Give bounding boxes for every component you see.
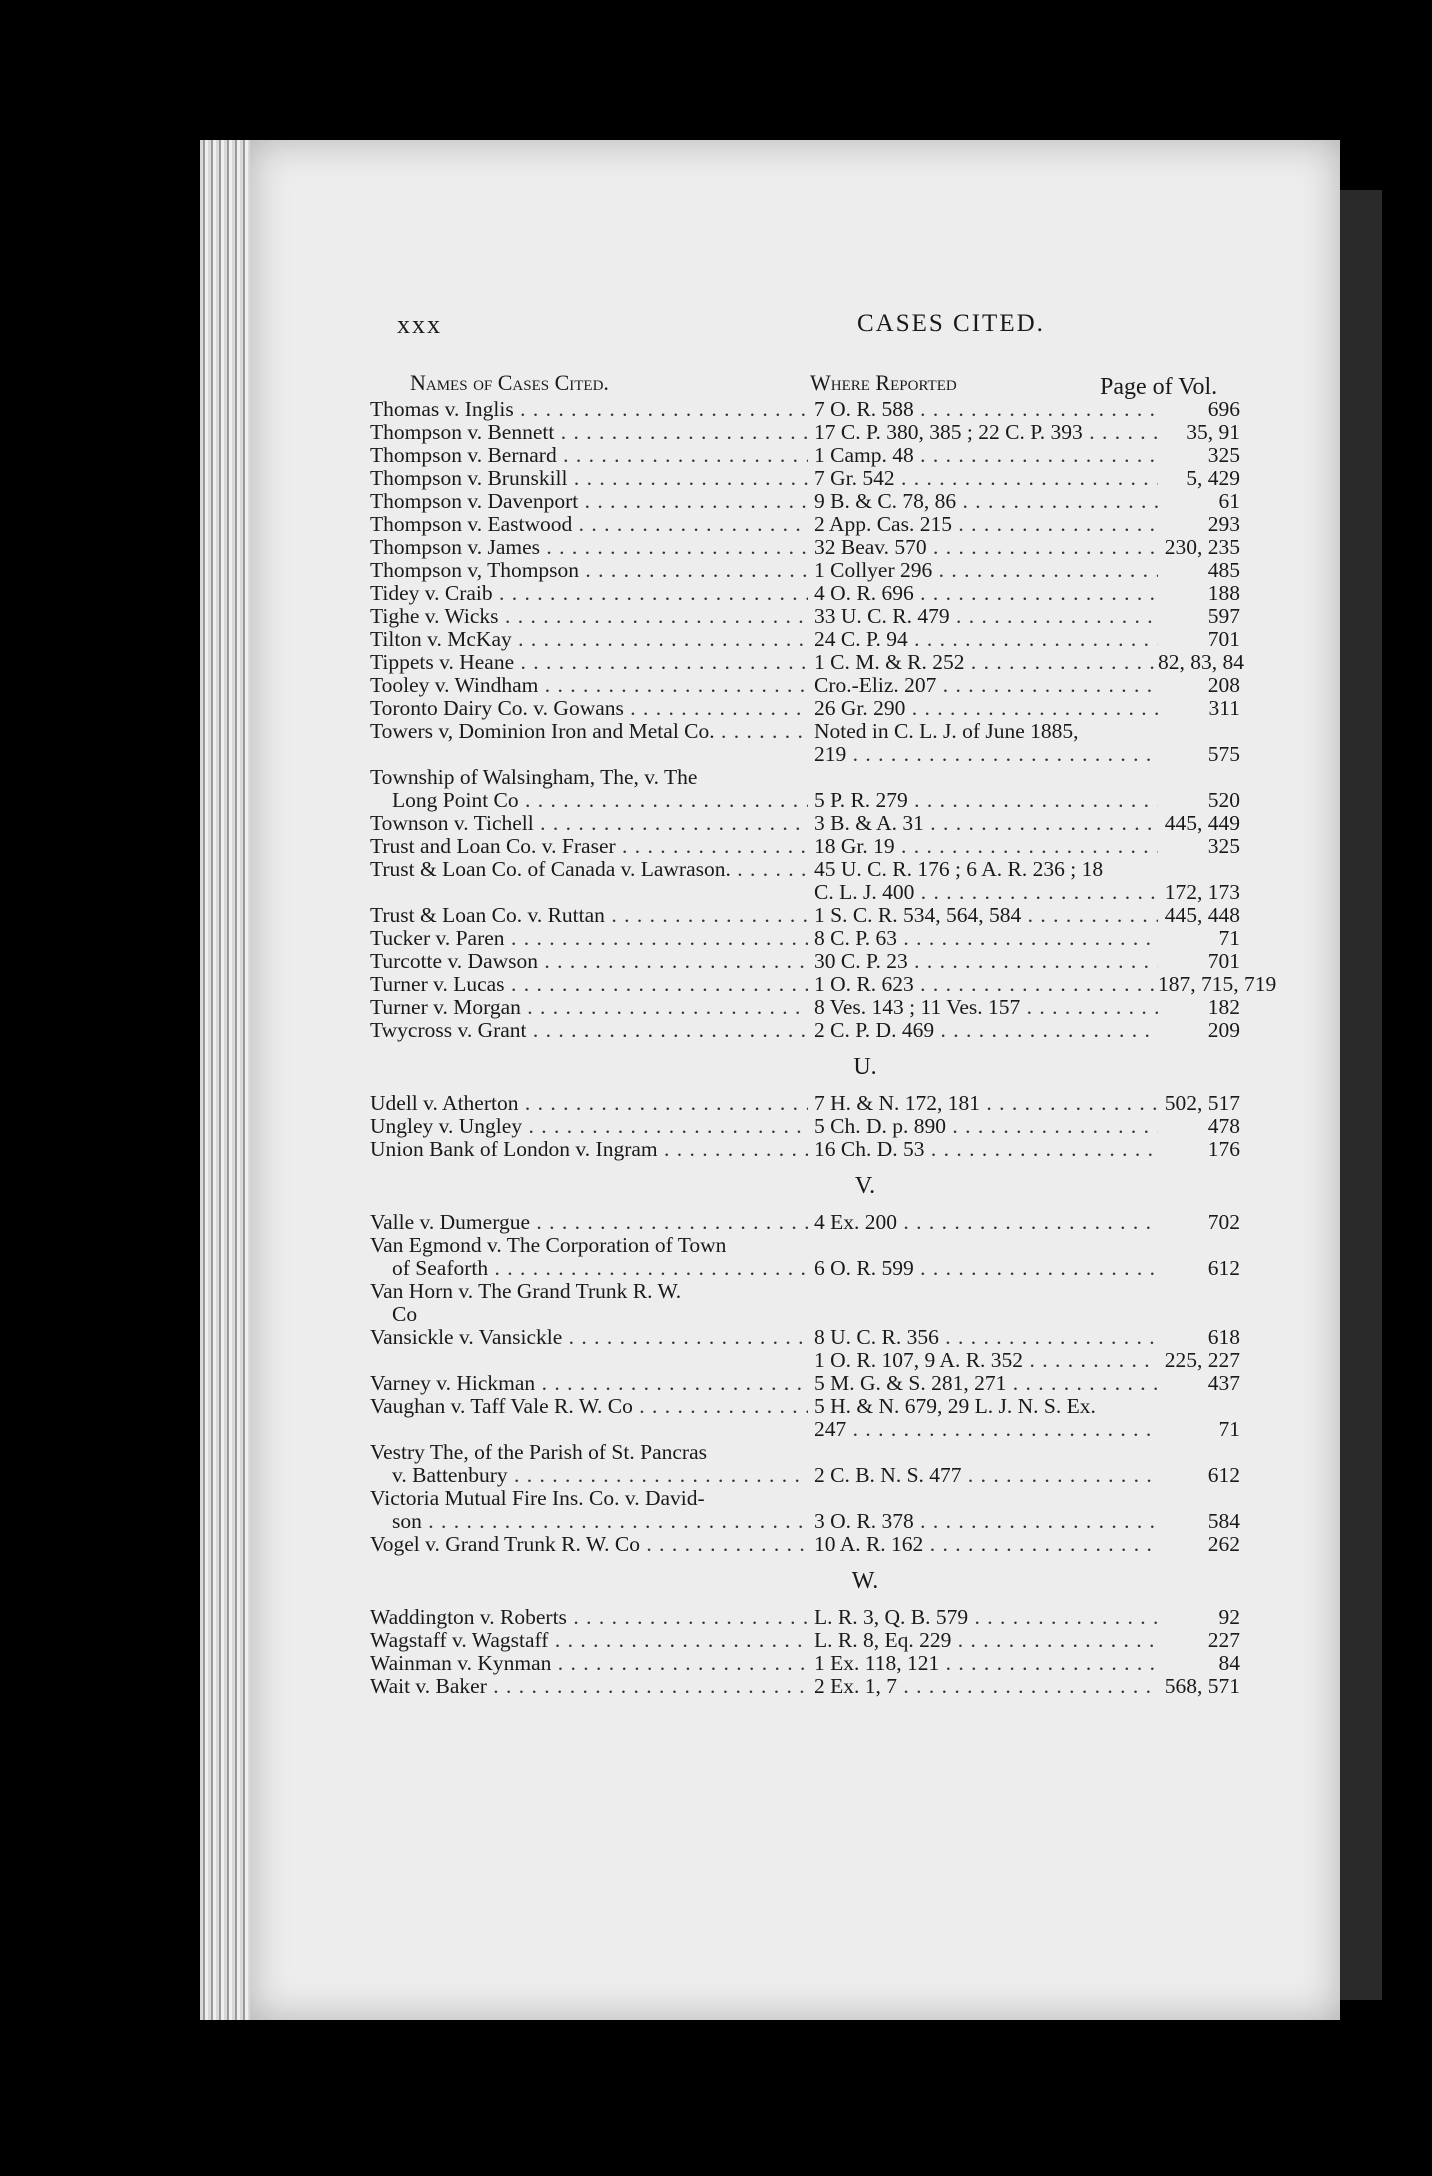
- case-reference: 2 App. Cas. 215 . . .: [808, 513, 1158, 536]
- case-name: Van Horn v. The Grand Trunk R. W.: [370, 1280, 682, 1303]
- case-page: 61: [1218, 489, 1240, 513]
- case-page: 35, 91: [1186, 420, 1240, 444]
- case-page: 437: [1207, 1371, 1240, 1395]
- case-reference: C. L. J. 400 . . .: [808, 881, 1158, 904]
- case-page: 325: [1207, 834, 1240, 858]
- case-row: [370, 1629, 1240, 1652]
- case-reference: 6 O. R. 599 . . .: [808, 1257, 1158, 1280]
- case-reference: 16 Ch. D. 53 . . .: [808, 1138, 1158, 1161]
- page-folio: xxx: [397, 310, 442, 339]
- case-row: [370, 1606, 1240, 1629]
- case-row: [370, 1675, 1240, 1698]
- case-name: Turcotte v. Dawson . . .: [370, 950, 808, 973]
- case-reference: 1 C. M. & R. 252 . . .: [808, 651, 1158, 674]
- case-reference: 9 B. & C. 78, 86 . . .: [808, 490, 1158, 513]
- case-reference: 2 C. B. N. S. 477 . . .: [808, 1464, 1158, 1487]
- case-row: [370, 1441, 1240, 1464]
- case-row: [370, 812, 1240, 835]
- case-row: [370, 720, 1240, 743]
- case-reference: 17 C. P. 380, 385 ; 22 C. P. 393 . . .: [808, 421, 1158, 444]
- case-reference: 1 Ex. 118, 121 . . .: [808, 1652, 1158, 1675]
- case-page: 325: [1207, 443, 1240, 467]
- case-row: [370, 1533, 1240, 1556]
- case-reference: 1 Collyer 296 . . .: [808, 559, 1158, 582]
- case-page: 209: [1207, 1018, 1240, 1042]
- case-name: Twycross v. Grant . . .: [370, 1019, 808, 1042]
- column-heading-names: Names of Cases Cited.: [410, 370, 609, 395]
- case-row: [370, 536, 1240, 559]
- case-page: 478: [1207, 1114, 1240, 1138]
- case-name: Waddington v. Roberts . . .: [370, 1606, 808, 1629]
- case-reference: 33 U. C. R. 479 . . .: [808, 605, 1158, 628]
- case-name: son . . .: [370, 1510, 808, 1533]
- case-row: [370, 1303, 1240, 1326]
- case-row: [370, 1395, 1240, 1418]
- section-letter: U.: [853, 1054, 877, 1080]
- case-name: Udell v. Atherton . . .: [370, 1092, 808, 1115]
- case-page: 520: [1207, 788, 1240, 812]
- case-page: 187, 715, 719: [1158, 972, 1277, 996]
- case-row: [370, 1211, 1240, 1234]
- section-letter: W.: [851, 1568, 879, 1594]
- case-row: [370, 1510, 1240, 1533]
- case-row: [370, 835, 1240, 858]
- case-page: 293: [1207, 512, 1240, 536]
- case-name: of Seaforth . . .: [370, 1257, 808, 1280]
- case-page: 445, 448: [1164, 903, 1240, 927]
- case-page: 84: [1218, 1651, 1240, 1675]
- case-name: Township of Walsingham, The, v. The: [370, 766, 698, 789]
- case-reference: 7 O. R. 588 . . .: [808, 398, 1158, 421]
- case-name: Van Egmond v. The Corporation of Town: [370, 1234, 727, 1257]
- case-name: Vansickle v. Vansickle . . .: [370, 1326, 808, 1349]
- case-row: [370, 1280, 1240, 1303]
- case-row: [370, 605, 1240, 628]
- case-name: Trust and Loan Co. v. Fraser . . .: [370, 835, 808, 858]
- case-name: Tippets v. Heane . . .: [370, 651, 808, 674]
- case-name: Tighe v. Wicks . . .: [370, 605, 808, 628]
- case-row: [370, 1464, 1240, 1487]
- case-reference: 5 P. R. 279 . . .: [808, 789, 1158, 812]
- case-row: [370, 628, 1240, 651]
- case-name: Ungley v. Ungley . . .: [370, 1115, 808, 1138]
- case-row: [370, 1326, 1240, 1349]
- section-letter: V.: [854, 1173, 876, 1199]
- case-page: 5, 429: [1186, 466, 1240, 490]
- column-headings: [410, 366, 1230, 402]
- case-row: [370, 766, 1240, 789]
- case-reference: 1 S. C. R. 534, 564, 584 . . .: [808, 904, 1158, 927]
- case-name: v. Battenbury . . .: [370, 1464, 808, 1487]
- case-row: [370, 1234, 1240, 1257]
- case-reference: 7 H. & N. 172, 181 . . .: [808, 1092, 1158, 1115]
- case-row: [370, 490, 1240, 513]
- case-name: Thompson v. Davenport . . .: [370, 490, 808, 513]
- case-name: Tilton v. McKay . . .: [370, 628, 808, 651]
- case-row: [370, 513, 1240, 536]
- case-row: [370, 697, 1240, 720]
- case-reference: 5 Ch. D. p. 890 . . .: [808, 1115, 1158, 1138]
- case-row: [370, 1019, 1240, 1042]
- case-page: 568, 571: [1164, 1674, 1240, 1698]
- case-row: [370, 559, 1240, 582]
- case-row: [370, 1092, 1240, 1115]
- case-page: 701: [1207, 627, 1240, 651]
- case-page: 227: [1207, 1628, 1240, 1652]
- case-row: [370, 1138, 1240, 1161]
- case-name: Long Point Co . . .: [370, 789, 808, 812]
- case-page: 172, 173: [1164, 880, 1240, 904]
- column-heading-reported: Where Reported: [810, 370, 957, 395]
- case-name: Thomas v. Inglis . . .: [370, 398, 808, 421]
- case-page: 502, 517: [1164, 1091, 1240, 1115]
- case-reference: 4 Ex. 200 . . .: [808, 1211, 1158, 1234]
- case-name: Toronto Dairy Co. v. Gowans . . .: [370, 697, 808, 720]
- book-page: [250, 140, 1340, 2020]
- case-name: Towers v, Dominion Iron and Metal Co. . . .: [370, 720, 808, 743]
- case-name: Vestry The, of the Parish of St. Pancras: [370, 1441, 707, 1464]
- case-name: Vogel v. Grand Trunk R. W. Co . . .: [370, 1533, 808, 1556]
- case-page: 702: [1207, 1210, 1240, 1234]
- case-page: 71: [1218, 1417, 1240, 1441]
- case-reference: 45 U. C. R. 176 ; 6 A. R. 236 ; 18: [814, 858, 1104, 881]
- case-row: [370, 881, 1240, 904]
- case-reference: 4 O. R. 696 . . .: [808, 582, 1158, 605]
- case-page: 696: [1207, 397, 1240, 421]
- facing-page-shadow: [1340, 190, 1382, 2000]
- case-page: 176: [1207, 1137, 1240, 1161]
- case-page: 445, 449: [1164, 811, 1240, 835]
- case-row: [370, 743, 1240, 766]
- case-name: Union Bank of London v. Ingram . . .: [370, 1138, 808, 1161]
- case-name: Trust & Loan Co. of Canada v. Lawrason. . . .: [370, 858, 808, 881]
- case-row: [370, 996, 1240, 1019]
- case-reference: 8 C. P. 63 . . .: [808, 927, 1158, 950]
- case-reference: 30 C. P. 23 . . .: [808, 950, 1158, 973]
- case-name: Victoria Mutual Fire Ins. Co. v. David-: [370, 1487, 705, 1510]
- page-header: [397, 310, 1157, 350]
- case-page: 230, 235: [1164, 535, 1240, 559]
- case-page: 584: [1207, 1509, 1240, 1533]
- case-name: Thompson v, Thompson . . .: [370, 559, 808, 582]
- case-reference: 18 Gr. 19 . . .: [808, 835, 1158, 858]
- column-heading-page: Page of Vol.: [1100, 374, 1218, 400]
- case-row: [370, 1418, 1240, 1441]
- case-name: Townson v. Tichell . . .: [370, 812, 808, 835]
- case-name: Varney v. Hickman . . .: [370, 1372, 808, 1395]
- case-page: 701: [1207, 949, 1240, 973]
- case-row: [370, 650, 1244, 674]
- case-name: Wainman v. Kynman . . .: [370, 1652, 808, 1675]
- case-name: Thompson v. Brunskill . . .: [370, 467, 808, 490]
- case-row: [370, 444, 1240, 467]
- case-page: 612: [1207, 1463, 1240, 1487]
- case-name: Vaughan v. Taff Vale R. W. Co . . .: [370, 1395, 808, 1418]
- case-reference: 219 . . .: [808, 743, 1158, 766]
- case-page: 71: [1218, 926, 1240, 950]
- case-name: Valle v. Dumergue . . .: [370, 1211, 808, 1234]
- case-reference: 3 O. R. 378 . . .: [808, 1510, 1158, 1533]
- case-reference: 2 Ex. 1, 7 . . .: [808, 1675, 1158, 1698]
- case-row: [370, 1257, 1240, 1280]
- case-row: [370, 927, 1240, 950]
- case-page: 575: [1207, 742, 1240, 766]
- case-row: [370, 858, 1240, 881]
- case-page: 225, 227: [1164, 1348, 1240, 1372]
- case-row: [370, 674, 1240, 697]
- case-page: 597: [1207, 604, 1240, 628]
- case-row: [370, 1652, 1240, 1675]
- case-reference: 1 O. R. 623 . . .: [808, 973, 1158, 996]
- case-name: Thompson v. Eastwood . . .: [370, 513, 808, 536]
- case-row: [370, 789, 1240, 812]
- running-title: CASES CITED.: [857, 310, 1045, 337]
- case-row: [370, 421, 1240, 444]
- case-page: 92: [1218, 1605, 1240, 1629]
- case-reference: 24 C. P. 94 . . .: [808, 628, 1158, 651]
- case-name: Thompson v. Bernard . . .: [370, 444, 808, 467]
- case-name: Turner v. Morgan . . .: [370, 996, 808, 1019]
- case-row: [370, 1487, 1240, 1510]
- case-reference: 5 M. G. & S. 281, 271 . . .: [808, 1372, 1158, 1395]
- case-page: 82, 83, 84: [1158, 650, 1244, 674]
- case-reference: L. R. 3, Q. B. 579 . . .: [808, 1606, 1158, 1629]
- case-row: [370, 1115, 1240, 1138]
- case-row: [370, 972, 1277, 996]
- case-row: [370, 1349, 1240, 1372]
- case-page: 208: [1207, 673, 1240, 697]
- case-reference: 8 Ves. 143 ; 11 Ves. 157 . . .: [808, 996, 1158, 1019]
- case-reference: 247 . . .: [808, 1418, 1158, 1441]
- case-reference: 10 A. R. 162 . . .: [808, 1533, 1158, 1556]
- case-row: [370, 1372, 1240, 1395]
- case-reference: 1 Camp. 48 . . .: [808, 444, 1158, 467]
- case-name: Trust & Loan Co. v. Ruttan . . .: [370, 904, 808, 927]
- case-row: [370, 398, 1240, 421]
- case-name: Tucker v. Paren . . .: [370, 927, 808, 950]
- case-reference: 3 B. & A. 31 . . .: [808, 812, 1158, 835]
- case-page: 612: [1207, 1256, 1240, 1280]
- case-reference: Cro.-Eliz. 207 . . .: [808, 674, 1158, 697]
- case-reference: 26 Gr. 290 . . .: [808, 697, 1158, 720]
- case-page: 311: [1208, 696, 1240, 720]
- cases-table: [370, 397, 1277, 1698]
- case-page: 182: [1207, 995, 1240, 1019]
- case-row: [370, 950, 1240, 973]
- case-reference: Noted in C. L. J. of June 1885,: [814, 720, 1079, 743]
- case-row: [370, 582, 1240, 605]
- case-reference: 32 Beav. 570 . . .: [808, 536, 1158, 559]
- case-page: 262: [1207, 1532, 1240, 1556]
- case-reference: 5 H. & N. 679, 29 L. J. N. S. Ex.: [814, 1395, 1096, 1418]
- case-name: Tooley v. Windham . . .: [370, 674, 808, 697]
- case-reference: 2 C. P. D. 469 . . .: [808, 1019, 1158, 1042]
- case-page: 618: [1207, 1325, 1240, 1349]
- case-reference: 1 O. R. 107, 9 A. R. 352 . . .: [808, 1349, 1158, 1372]
- case-page: 188: [1207, 581, 1240, 605]
- case-row: [370, 467, 1240, 490]
- case-name: Wait v. Baker . . .: [370, 1675, 808, 1698]
- case-name: Turner v. Lucas . . .: [370, 973, 808, 996]
- case-name: Thompson v. James . . .: [370, 536, 808, 559]
- case-reference: 8 U. C. R. 356 . . .: [808, 1326, 1158, 1349]
- case-reference: 7 Gr. 542 . . .: [808, 467, 1158, 490]
- case-reference: L. R. 8, Eq. 229 . . .: [808, 1629, 1158, 1652]
- case-row: [370, 904, 1240, 927]
- case-name: Thompson v. Bennett . . .: [370, 421, 808, 444]
- case-name: Co: [392, 1303, 418, 1326]
- case-name: Tidey v. Craib . . .: [370, 582, 808, 605]
- case-page: 485: [1207, 558, 1240, 582]
- case-name: Wagstaff v. Wagstaff . . .: [370, 1629, 808, 1652]
